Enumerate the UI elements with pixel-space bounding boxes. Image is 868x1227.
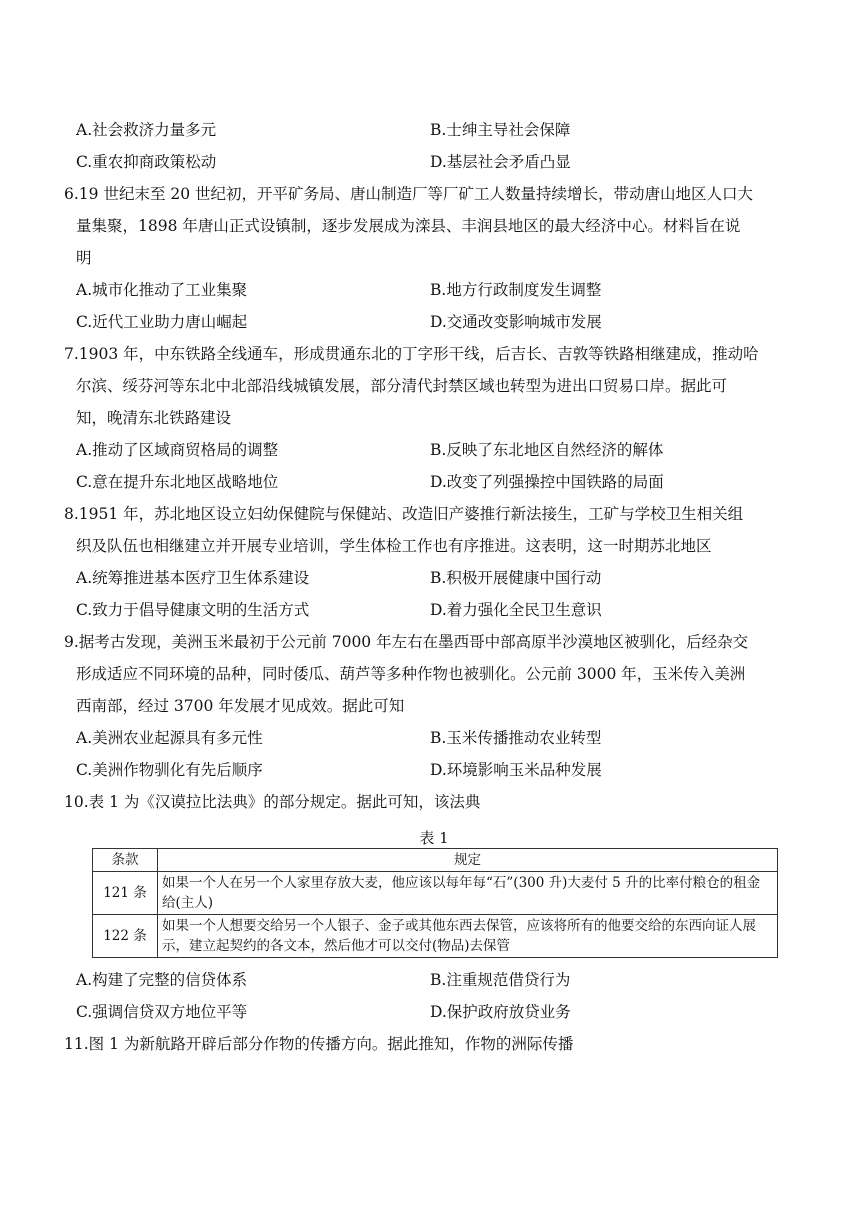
- table-cell-clause: 122 条: [93, 915, 158, 958]
- q6-option-c: C.近代工业助力唐山崛起: [76, 313, 248, 331]
- q6-options-row-2: [76, 309, 836, 335]
- q7-stem-line-3: 知，晚清东北铁路建设: [76, 409, 232, 427]
- q9-option-c: C.美洲作物驯化有先后顺序: [76, 761, 263, 779]
- q10-option-b: B.注重规范借贷行为: [430, 971, 571, 989]
- q6-option-d: D.交通改变影响城市发展: [430, 313, 602, 331]
- q5-option-a: A.社会救济力量多元: [76, 121, 217, 139]
- q9-stem-line-1: 9.据考古发现，美洲玉米最初于公元前 7000 年左右在墨西哥中部高原半沙漠地区被驯化，后经杂交: [64, 633, 749, 651]
- q5-option-b: B.士绅主导社会保障: [430, 121, 571, 139]
- hammurabi-table: [92, 848, 778, 958]
- q5-options-row-1: [76, 117, 836, 143]
- q10-option-d: D.保护政府放贷业务: [430, 1003, 571, 1021]
- q7-stem-line-1: 7.1903 年，中东铁路全线通车，形成贯通东北的丁字形干线，后吉长、吉敦等铁路相继建成，推动哈: [64, 345, 759, 363]
- q7-option-c: C.意在提升东北地区战略地位: [76, 473, 279, 491]
- q6-options-row-1: [76, 277, 836, 303]
- table-header-row: [93, 849, 778, 872]
- q5-option-c: C.重农抑商政策松动: [76, 153, 217, 171]
- q9-option-d: D.环境影响玉米品种发展: [430, 761, 602, 779]
- q10-stem: 10.表 1 为《汉谟拉比法典》的部分规定。据此可知，该法典: [64, 793, 481, 811]
- q9-options-row-1: [76, 725, 836, 751]
- table-row: [93, 915, 778, 958]
- q9-option-a: A.美洲农业起源具有多元性: [76, 729, 263, 747]
- q5-options-row-2: [76, 149, 836, 175]
- q8-option-a: A.统筹推进基本医疗卫生体系建设: [76, 569, 310, 587]
- q8-option-c: C.致力于倡导健康文明的生活方式: [76, 601, 310, 619]
- q5-option-d: D.基层社会矛盾凸显: [430, 153, 571, 171]
- q9-option-b: B.玉米传播推动农业转型: [430, 729, 602, 747]
- table-1-title: 表 1: [419, 829, 449, 847]
- q10-options-row-2: [76, 999, 836, 1025]
- q9-stem-line-2: 形成适应不同环境的品种，同时倭瓜、葫芦等多种作物也被驯化。公元前 3000 年，玉米传入美洲: [76, 665, 746, 683]
- q6-option-a: A.城市化推动了工业集聚: [76, 281, 248, 299]
- q8-option-b: B.积极开展健康中国行动: [430, 569, 602, 587]
- q8-options-row-1: [76, 565, 836, 591]
- q10-options-row-1: [76, 967, 836, 993]
- q7-options-row-2: [76, 469, 836, 495]
- q6-option-b: B.地方行政制度发生调整: [430, 281, 602, 299]
- q8-stem-line-1: 8.1951 年，苏北地区设立妇幼保健院与保健站、改造旧产婆推行新法接生，工矿与学校卫生相关组: [64, 505, 744, 523]
- q11-stem: 11.图 1 为新航路开辟后部分作物的传播方向。据此推知，作物的洲际传播: [64, 1035, 574, 1053]
- table-row: [93, 872, 778, 915]
- q8-stem-line-2: 织及队伍也相继建立并开展专业培训，学生体检工作也有序推进。这表明，这一时期苏北地区: [76, 537, 712, 555]
- q7-stem-line-2: 尔滨、绥芬河等东北中北部沿线城镇发展，部分清代封禁区域也转型为进出口贸易口岸。据此可: [76, 377, 728, 395]
- table-cell-rule: 如果一个人想要交给另一个人银子、金子或其他东西去保管，应该将所有的他要交给的东西向证人展示，建立起契约的各文本，然后他才可以交付(物品)去保管: [158, 915, 778, 958]
- q9-stem-line-3: 西南部，经过 3700 年发展才见成效。据此可知: [76, 697, 405, 715]
- q6-stem-line-2: 量集聚，1898 年唐山正式设镇制，逐步发展成为滦县、丰润县地区的最大经济中心。材料旨在说: [76, 217, 741, 235]
- table-cell-clause: 121 条: [93, 872, 158, 915]
- q8-option-d: D.着力强化全民卫生意识: [430, 601, 602, 619]
- q10-option-a: A.构建了完整的信贷体系: [76, 971, 248, 989]
- table-header-rule: 规定: [158, 849, 778, 872]
- q7-options-row-1: [76, 437, 836, 463]
- q8-options-row-2: [76, 597, 836, 623]
- table-cell-rule: 如果一个人在另一个人家里存放大麦，他应该以每年每“石”(300 升)大麦付 5 升的比率付粮仓的租金给(主人): [158, 872, 778, 915]
- q7-option-d: D.改变了列强操控中国铁路的局面: [430, 473, 664, 491]
- q7-option-b: B.反映了东北地区自然经济的解体: [430, 441, 664, 459]
- q10-option-c: C.强调信贷双方地位平等: [76, 1003, 248, 1021]
- q7-option-a: A.推动了区域商贸格局的调整: [76, 441, 279, 459]
- q6-stem-line-3: 明: [76, 249, 92, 267]
- q6-stem-line-1: 6.19 世纪末至 20 世纪初，开平矿务局、唐山制造厂等厂矿工人数量持续增长，带动唐山地区人口大: [64, 185, 754, 203]
- table-header-clause: 条款: [93, 849, 158, 872]
- q9-options-row-2: [76, 757, 836, 783]
